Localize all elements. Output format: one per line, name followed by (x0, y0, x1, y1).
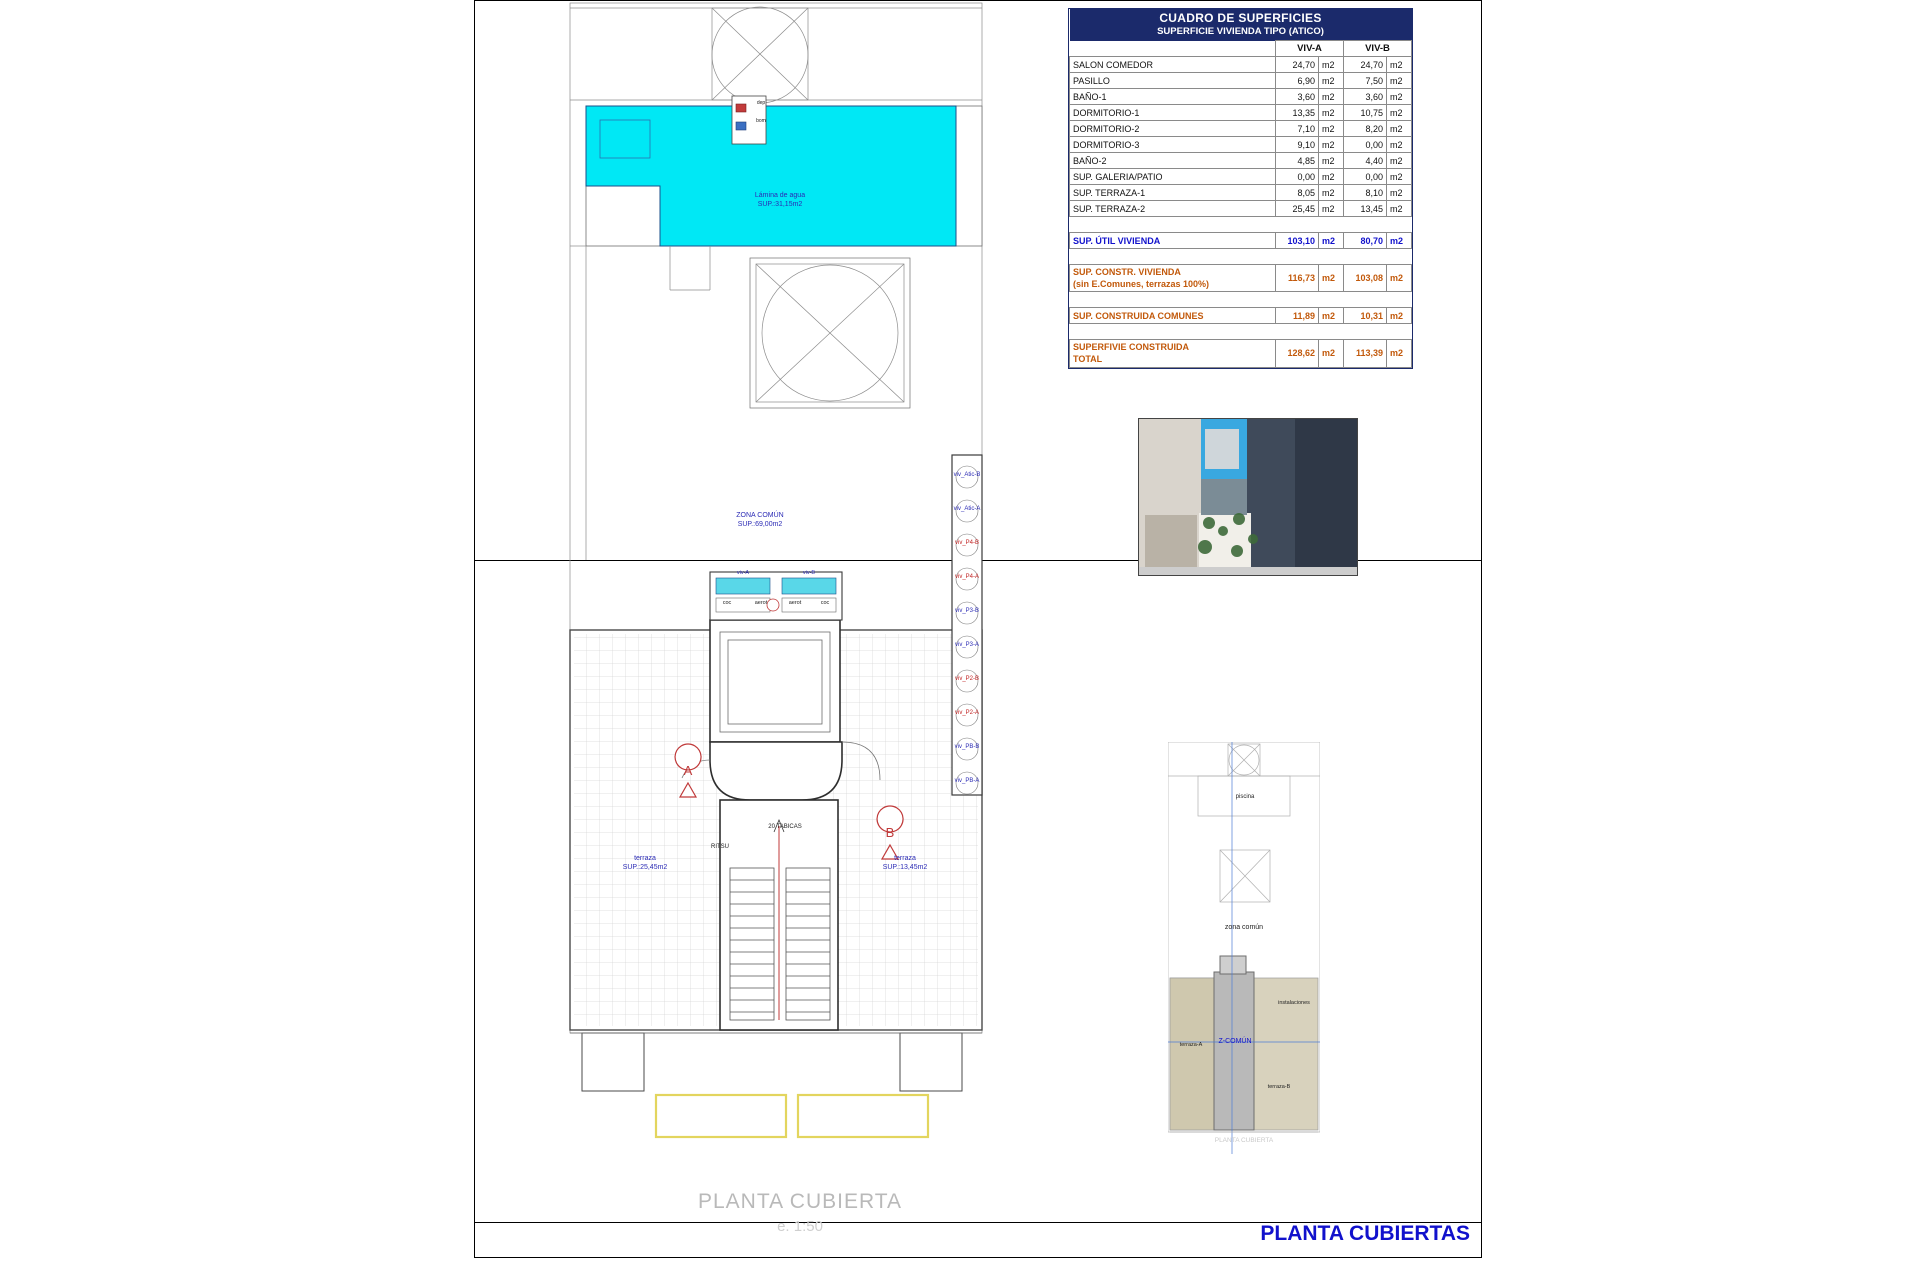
row-label: SUP. GALERIA/PATIO (1070, 169, 1276, 185)
terrace-a-label-line2: SUP.:25,45m2 (622, 864, 668, 871)
machine-label-aerot-b: aerot (788, 600, 802, 606)
row-value-a: 24,70 (1276, 57, 1319, 73)
riser-label-0: viv_Atic-B (953, 472, 981, 478)
total-label: SUP. CONSTRUIDA COMUNES (1070, 308, 1276, 324)
plan-caption-scale: e. 1:50 (777, 1218, 823, 1235)
total-unit-a: m2 (1319, 233, 1344, 249)
row-unit-a: m2 (1319, 89, 1344, 105)
row-label: BAÑO-2 (1070, 153, 1276, 169)
keyplan-caption: PLANTA CUBIERTA (1214, 1137, 1274, 1144)
keyplan-label-terraza-a: terraza-A (1179, 1042, 1203, 1048)
svg-text:B: B (885, 825, 895, 840)
total-label: SUP. CONSTR. VIVIENDA (1073, 267, 1181, 277)
col-header-viv-b: VIV-B (1344, 41, 1412, 57)
row-value-b: 0,00 (1344, 137, 1387, 153)
sheet-title: PLANTA CUBIERTAS (1260, 1222, 1470, 1245)
total-label: SUPERFIVIE CONSTRUIDA (1073, 342, 1190, 353)
keyplan-label-instalaciones: instalaciones (1278, 1000, 1310, 1006)
machine-label-viv-a: viv-A (736, 570, 750, 576)
key-plan (1168, 742, 1320, 1154)
row-value-a: 8,05 (1276, 185, 1319, 201)
row-value-b: 24,70 (1344, 57, 1387, 73)
row-value-b: 7,50 (1344, 73, 1387, 89)
table-subtitle: SUPERFICIE VIVIENDA TIPO (ATICO) (1070, 25, 1412, 41)
table-row (1070, 105, 1412, 121)
riser-label-2: viv_P4-B (954, 540, 979, 546)
total-value-b: 10,31 (1344, 308, 1387, 324)
riser-label-3: viv_P4-A (954, 574, 979, 580)
row-value-a: 0,00 (1276, 169, 1319, 185)
row-unit-a: m2 (1319, 185, 1344, 201)
table-row (1070, 89, 1412, 105)
ritsu-label: RITSU (711, 844, 729, 850)
row-value-b: 10,75 (1344, 105, 1387, 121)
svg-text:A: A (683, 763, 693, 778)
total-unit-a: m2 (1319, 308, 1344, 324)
row-unit-a: m2 (1319, 201, 1344, 217)
plan-caption: PLANTA CUBIERTA (697, 1190, 903, 1213)
row-unit-b: m2 (1387, 185, 1412, 201)
terrace-a-label-line1: terraza (634, 855, 656, 862)
row-unit-b: m2 (1387, 89, 1412, 105)
riser-label-6: viv_P2-B (954, 676, 979, 682)
table-row (1070, 137, 1412, 153)
total-value-b: 80,70 (1344, 233, 1387, 249)
row-value-a: 25,45 (1276, 201, 1319, 217)
roof-plan-drawing (560, 0, 1000, 1230)
pool-machine-label-dep: dep (756, 100, 766, 106)
row-value-b: 0,00 (1344, 169, 1387, 185)
riser-label-1: viv_Atic-A (953, 506, 981, 512)
row-unit-b: m2 (1387, 201, 1412, 217)
row-label: DORMITORIO-1 (1070, 105, 1276, 121)
table-column-headers (1070, 41, 1412, 57)
table-total-row (1070, 308, 1412, 324)
row-label: DORMITORIO-2 (1070, 121, 1276, 137)
zona-comun-label-line2: SUP.:69,00m2 (737, 521, 783, 528)
zona-comun-label-line1: ZONA COMÚN (736, 512, 784, 519)
keyplan-label-zona-comun: zona común (1224, 924, 1264, 931)
row-value-b: 8,10 (1344, 185, 1387, 201)
row-unit-a: m2 (1319, 169, 1344, 185)
row-label: DORMITORIO-3 (1070, 137, 1276, 153)
row-value-a: 13,35 (1276, 105, 1319, 121)
row-value-b: 4,40 (1344, 153, 1387, 169)
row-label: SALON COMEDOR (1070, 57, 1276, 73)
row-value-a: 6,90 (1276, 73, 1319, 89)
row-value-b: 3,60 (1344, 89, 1387, 105)
total-unit-b: m2 (1387, 340, 1412, 367)
total-unit-b: m2 (1387, 265, 1412, 292)
total-unit-b: m2 (1387, 233, 1412, 249)
pool-label-line1: Lámina de agua (754, 192, 806, 199)
table-row (1070, 169, 1412, 185)
terrace-b-label-line1: terraza (894, 855, 916, 862)
total-unit-b: m2 (1387, 308, 1412, 324)
row-unit-a: m2 (1319, 137, 1344, 153)
row-unit-a: m2 (1319, 57, 1344, 73)
machine-label-coc-a: coc (722, 600, 732, 606)
total-unit-a: m2 (1319, 340, 1344, 367)
table-row (1070, 121, 1412, 137)
riser-label-4: viv_P3-B (954, 608, 979, 614)
riser-label-9: viv_PB-A (954, 778, 980, 784)
pool-machine-label-bom: bom (756, 118, 766, 124)
row-unit-b: m2 (1387, 73, 1412, 89)
row-label: PASILLO (1070, 73, 1276, 89)
terrace-b-label-line2: SUP.:13,45m2 (882, 864, 928, 871)
row-value-b: 13,45 (1344, 201, 1387, 217)
tabicas-label: 20 TABICAS (768, 824, 802, 830)
row-value-a: 9,10 (1276, 137, 1319, 153)
row-label: SUP. TERRAZA-2 (1070, 201, 1276, 217)
total-value-b: 103,08 (1344, 265, 1387, 292)
row-value-a: 7,10 (1276, 121, 1319, 137)
riser-label-5: viv_P3-A (954, 642, 979, 648)
col-header-viv-a: VIV-A (1276, 41, 1344, 57)
row-label: SUP. TERRAZA-1 (1070, 185, 1276, 201)
riser-label-7: viv_P2-A (954, 710, 979, 716)
total-value-b: 113,39 (1344, 340, 1387, 367)
row-label: BAÑO-1 (1070, 89, 1276, 105)
total-value-a: 103,10 (1276, 233, 1319, 249)
table-title: CUADRO DE SUPERFICIES (1070, 9, 1412, 25)
row-unit-a: m2 (1319, 105, 1344, 121)
table-row (1070, 57, 1412, 73)
table-row (1070, 185, 1412, 201)
row-value-b: 8,20 (1344, 121, 1387, 137)
table-row (1070, 201, 1412, 217)
row-unit-b: m2 (1387, 121, 1412, 137)
row-unit-a: m2 (1319, 73, 1344, 89)
total-label-sub: (sin E.Comunes, terrazas 100%) (1073, 279, 1210, 290)
machine-label-coc-b: coc (820, 600, 830, 606)
keyplan-label-z-comun: Z-COMÚN (1218, 1038, 1252, 1045)
table-row (1070, 73, 1412, 89)
row-unit-b: m2 (1387, 153, 1412, 169)
row-value-a: 4,85 (1276, 153, 1319, 169)
total-unit-a: m2 (1319, 265, 1344, 292)
pool-label-line2: SUP.:31,15m2 (757, 201, 803, 208)
table-row (1070, 153, 1412, 169)
machine-label-viv-b: viv-B (802, 570, 816, 576)
keyplan-label-terraza-b: terraza-B (1267, 1084, 1291, 1090)
row-unit-a: m2 (1319, 121, 1344, 137)
total-value-a: 11,89 (1276, 308, 1319, 324)
riser-label-8: viv_PB-B (954, 744, 980, 750)
row-unit-a: m2 (1319, 153, 1344, 169)
machine-label-aerot-a: aerot (754, 600, 768, 606)
render-thumbnail (1138, 418, 1358, 576)
keyplan-label-piscina: piscina (1235, 794, 1255, 800)
row-value-a: 3,60 (1276, 89, 1319, 105)
total-value-a: 116,73 (1276, 265, 1319, 292)
row-unit-b: m2 (1387, 137, 1412, 153)
row-unit-b: m2 (1387, 105, 1412, 121)
total-label: SUP. ÚTIL VIVIENDA (1070, 233, 1276, 249)
total-label-sub: TOTAL (1073, 354, 1103, 365)
row-unit-b: m2 (1387, 57, 1412, 73)
table-total-row (1070, 233, 1412, 249)
total-value-a: 128,62 (1276, 340, 1319, 367)
row-unit-b: m2 (1387, 169, 1412, 185)
surfaces-table (1068, 8, 1413, 369)
